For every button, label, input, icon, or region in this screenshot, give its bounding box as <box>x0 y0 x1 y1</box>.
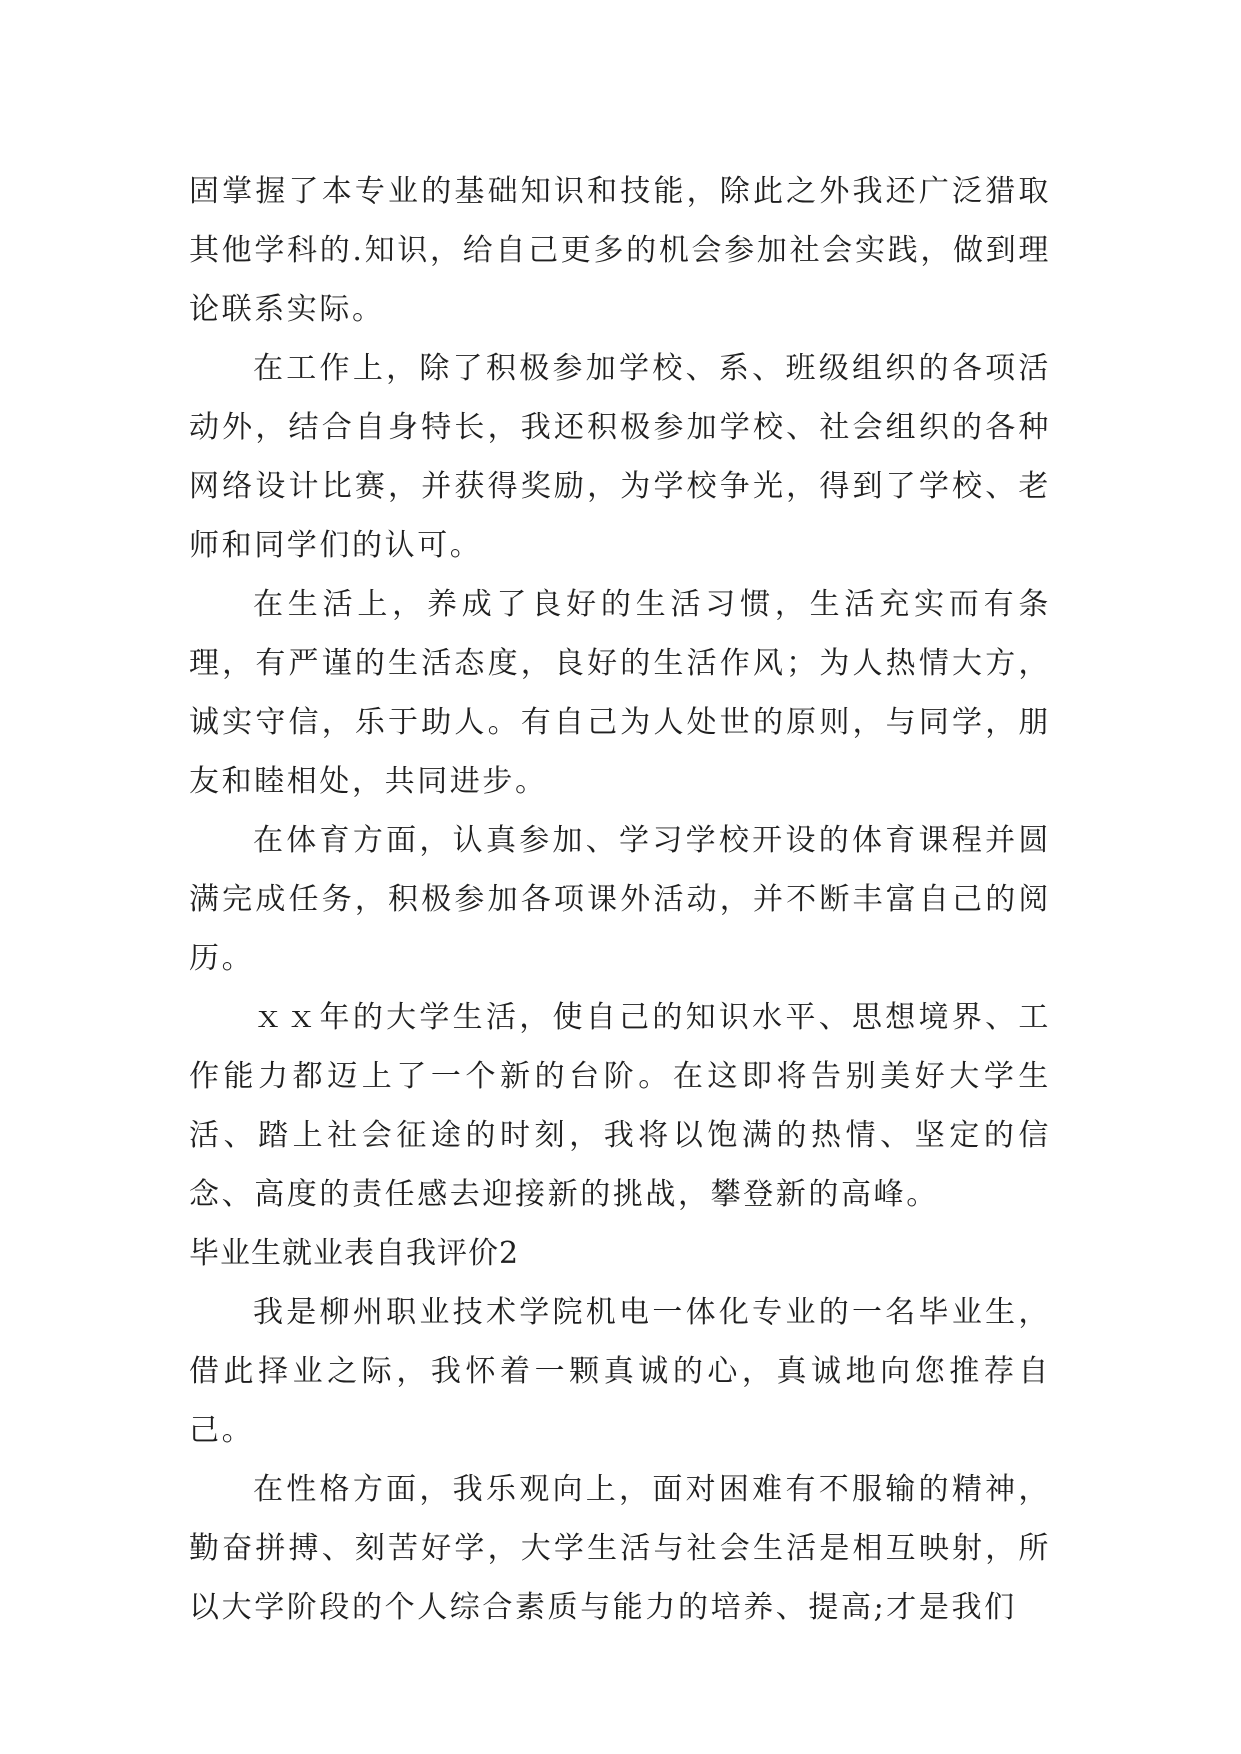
body-paragraph-sports: 在体育方面，认真参加、学习学校开设的体育课程并圆满完成任务，积极参加各项课外活动，并不断丰富自己的阅历。 <box>189 823 1051 976</box>
document-body <box>189 162 1051 1637</box>
body-paragraph-continuation: 固掌握了本专业的基础知识和技能，除此之外我还广泛猎取其他学科的.知识，给自己更多的机会参加社会实践，做到理论联系实际。 <box>189 174 1051 327</box>
body-paragraph-life: 在生活上，养成了良好的生活习惯，生活充实而有条理，有严谨的生活态度，良好的生活作风；为人热情大方，诚实守信，乐于助人。有自己为人处世的原则，与同学，朋友和睦相处，共同进步。 <box>189 587 1051 799</box>
body-paragraph-personality: 在性格方面，我乐观向上，面对困难有不服输的精神，勤奋拼搏、刻苦好学，大学生活与社会生活是相互映射，所以大学阶段的个人综合素质与能力的培养、提高;才是我们 <box>189 1472 1051 1625</box>
body-paragraph-summary: ｘｘ年的大学生活，使自己的知识水平、思想境界、工作能力都迈上了一个新的台阶。在这即将告别美好大学生活、踏上社会征途的时刻，我将以饱满的热情、坚定的信念、高度的责任感去迎接新的挑战，攀登新的高峰。 <box>189 1000 1051 1212</box>
body-paragraph-work: 在工作上，除了积极参加学校、系、班级组织的各项活动外，结合自身特长，我还积极参加学校、社会组织的各种网络设计比赛，并获得奖励，为学校争光，得到了学校、老师和同学们的认可。 <box>189 351 1051 563</box>
body-paragraph-intro: 我是柳州职业技术学院机电一体化专业的一名毕业生，借此择业之际，我怀着一颗真诚的心，真诚地向您推荐自己。 <box>189 1295 1051 1448</box>
section-heading: 毕业生就业表自我评价2 <box>189 1236 520 1271</box>
